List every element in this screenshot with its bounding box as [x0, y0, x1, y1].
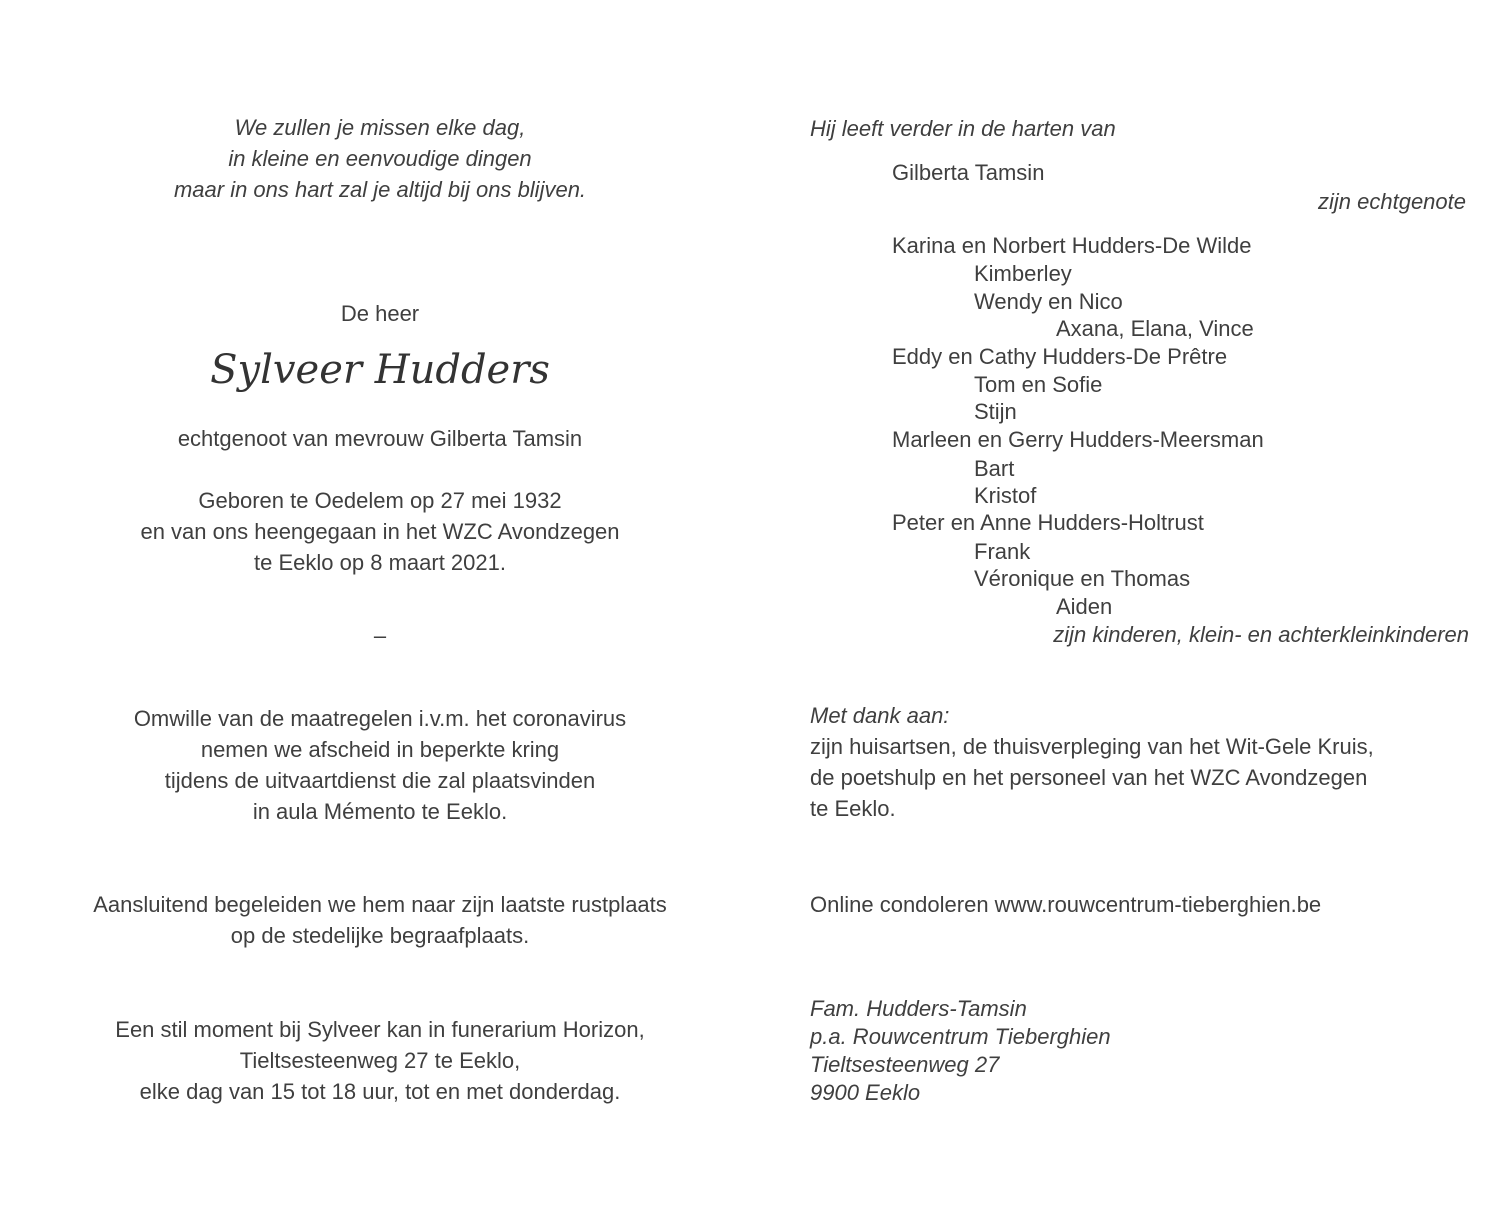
detail-line: Geboren te Oedelem op 27 mei 1932: [198, 488, 562, 513]
visitation-notice: [60, 1014, 700, 1107]
notice-line: op de stedelijke begraafplaats.: [230, 923, 530, 948]
family-member: Frank: [974, 539, 1031, 564]
family-member: Eddy en Cathy Hudders-De Prêtre: [892, 344, 1228, 369]
notice-line: Tieltsesteenweg 27 te Eeklo,: [239, 1048, 521, 1073]
motto-line: maar in ons hart zal je altijd bij ons blijven.: [173, 177, 587, 202]
motto-line: We zullen je missen elke dag,: [234, 115, 526, 140]
notice-line: Aansluitend begeleiden we hem naar zijn laatste rustplaats: [93, 892, 667, 917]
thanks-heading: Met dank aan:: [810, 703, 950, 728]
detail-line: te Eeklo op 8 maart 2021.: [254, 550, 506, 575]
family-member: Véronique en Thomas: [974, 566, 1191, 591]
family-member: Tom en Sofie: [974, 372, 1103, 397]
address-line: 9900 Eeklo: [810, 1080, 921, 1105]
spouse-line: echtgenoot van mevrouw Gilberta Tamsin: [177, 426, 583, 451]
birth-death-details: [60, 485, 700, 578]
address-line: p.a. Rouwcentrum Tieberghien: [810, 1024, 1111, 1049]
family-member: Karina en Norbert Hudders-De Wilde: [892, 233, 1252, 258]
acknowledgements: [810, 700, 1374, 824]
family-member: Kristof: [974, 483, 1037, 508]
family-member: Bart: [974, 456, 1015, 481]
family-member: Axana, Elana, Vince: [1056, 316, 1254, 341]
motto-verse: [60, 112, 700, 205]
family-member: Wendy en Nico: [974, 289, 1123, 314]
thanks-line: zijn huisartsen, de thuisverpleging van het Wit-Gele Kruis,: [810, 734, 1374, 759]
family-member: Stijn: [974, 399, 1017, 424]
family-member: Peter en Anne Hudders-Holtrust: [892, 510, 1204, 535]
family-member: Kimberley: [974, 261, 1072, 286]
family-address: [810, 995, 1111, 1107]
honorific: De heer: [340, 301, 420, 326]
separator: –: [373, 623, 387, 648]
burial-notice: [60, 889, 700, 951]
thanks-line: de poetshulp en het personeel van het WZC Avondzegen: [810, 765, 1368, 790]
thanks-line: te Eeklo.: [810, 796, 896, 821]
survived-by-heading: Hij leeft verder in de harten van: [810, 116, 1116, 141]
children-role: zijn kinderen, klein- en achterkleinkinderen: [1053, 622, 1469, 647]
wife-role: zijn echtgenote: [1318, 189, 1466, 214]
deceased-name: Sylveer Hudders: [210, 347, 550, 393]
address-line: Fam. Hudders-Tamsin: [810, 996, 1027, 1021]
detail-line: en van ons heengegaan in het WZC Avondzegen: [140, 519, 620, 544]
notice-line: Omwille van de maatregelen i.v.m. het coronavirus: [133, 706, 627, 731]
motto-line: in kleine en eenvoudige dingen: [228, 146, 532, 171]
ceremony-notice: [60, 703, 700, 827]
notice-line: tijdens de uitvaartdienst die zal plaatsvinden: [164, 768, 596, 793]
wife-name: Gilberta Tamsin: [892, 160, 1045, 185]
notice-line: elke dag van 15 tot 18 uur, tot en met donderdag.: [139, 1079, 621, 1104]
notice-line: Een stil moment bij Sylveer kan in funerarium Horizon,: [115, 1017, 645, 1042]
family-member: Aiden: [1056, 594, 1113, 619]
online-condolence: Online condoleren www.rouwcentrum-tieberghien.be: [810, 892, 1322, 917]
family-member: Marleen en Gerry Hudders-Meersman: [892, 427, 1264, 452]
notice-line: nemen we afscheid in beperkte kring: [200, 737, 560, 762]
address-line: Tieltsesteenweg 27: [810, 1052, 1000, 1077]
notice-line: in aula Mémento te Eeklo.: [252, 799, 508, 824]
